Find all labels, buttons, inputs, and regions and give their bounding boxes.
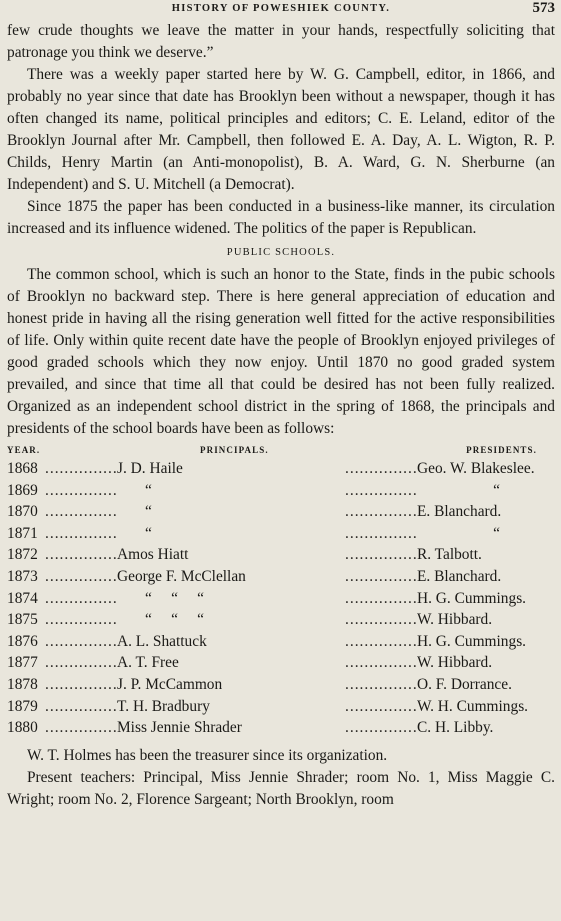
year-cell: 1874 <box>7 589 38 607</box>
leader-dots <box>45 544 117 566</box>
paragraph-treasurer: W. T. Holmes has been the treasurer since its organization. <box>27 746 388 764</box>
president-cell: E. Blanchard. <box>417 567 502 585</box>
leader-dots <box>345 674 417 696</box>
principal-cell: Amos Hiatt <box>117 546 189 564</box>
leader-dots <box>345 609 417 631</box>
table-row <box>7 458 555 480</box>
paragraph-public-schools: The common school, which is such an honor to the State, finds in the pubic schools of Brooklyn no backward step. There is here general appreciation of education and honest pride in having all the rising generation well fitted for the active responsibilities of life. Only within quite recent date have the people of Brooklyn enjoyed privileges of good graded schools which they now enjoy. Until 1870 no good graded system prevailed, and since that time all that could be desired has not been fully realized. Organized as an independent school district in the spring of 1868, the principals and presidents of the school boards have been as follows: <box>7 266 555 437</box>
year-cell: 1872 <box>7 546 38 564</box>
president-cell: W. H. Cummings. <box>417 697 529 715</box>
header-presidents: PRESIDENTS. <box>466 445 537 455</box>
page-number: 573 <box>532 0 555 16</box>
leader-dots <box>345 501 417 523</box>
principal-cell: A. T. Free <box>117 654 179 672</box>
header-year: YEAR. <box>7 445 41 455</box>
year-cell: 1879 <box>7 697 38 715</box>
leader-dots <box>345 566 417 588</box>
table-row <box>7 588 555 610</box>
paragraph-teachers: Present teachers: Principal, Miss Jennie Shrader; room No. 1, Miss Maggie C. Wright; room No. 2, Florence Sargeant; North Brooklyn, room <box>7 768 555 808</box>
table-row <box>7 501 555 523</box>
president-cell: W. Hibbard. <box>417 654 493 672</box>
principal-cell: “ <box>145 503 152 521</box>
principal-cell: George F. McClellan <box>117 567 246 585</box>
table-row <box>7 566 555 588</box>
year-cell: 1868 <box>7 460 38 477</box>
president-cell: “ <box>493 481 500 499</box>
leader-dots <box>345 458 417 480</box>
table-row <box>7 674 555 696</box>
table-row <box>7 652 555 674</box>
leader-dots <box>345 652 417 674</box>
leader-dots <box>345 480 417 502</box>
president-cell: E. Blanchard. <box>417 503 502 521</box>
section-heading: PUBLIC SCHOOLS. <box>226 247 336 258</box>
paragraph-since-1875: Since 1875 the paper has been conducted in a business-like manner, its circulation increased and its influence widened. The politics of the paper is Republican. <box>7 198 555 237</box>
year-cell: 1871 <box>7 524 38 542</box>
principal-cell: “ <box>145 481 152 499</box>
president-cell: W. Hibbard. <box>417 611 493 629</box>
leader-dots <box>45 588 117 610</box>
president-cell: O. F. Dorrance. <box>417 675 512 693</box>
leader-dots <box>45 566 117 588</box>
leader-dots <box>45 652 117 674</box>
principal-cell: A. L. Shattuck <box>117 632 207 650</box>
president-cell: Geo. W. Blakeslee. <box>417 460 535 477</box>
paragraph-continuation: few crude thoughts we leave the matter in your hands, respectfully soliciting that patronage you think we deserve.” <box>7 22 555 61</box>
leader-dots <box>345 544 417 566</box>
leader-dots <box>45 480 117 502</box>
leader-dots <box>45 458 117 480</box>
year-cell: 1870 <box>7 503 38 521</box>
table-row <box>7 609 555 631</box>
leader-dots <box>45 696 117 718</box>
year-cell: 1873 <box>7 567 38 585</box>
leader-dots <box>345 631 417 653</box>
president-cell: “ <box>493 524 500 542</box>
leader-dots <box>45 609 117 631</box>
principal-cell: J. P. McCammon <box>117 675 223 693</box>
leader-dots <box>345 588 417 610</box>
year-cell: 1876 <box>7 632 38 650</box>
table-header <box>7 442 555 458</box>
principals-presidents-table <box>7 442 555 739</box>
page-header <box>7 0 555 20</box>
president-cell: R. Talbott. <box>417 546 482 564</box>
year-cell: 1869 <box>7 481 38 499</box>
paragraph-weekly-paper: There was a weekly paper started here by W. G. Campbell, editor, in 1866, and probably no year since that date has Brooklyn been without a newspaper, though it has often changed its name, political principles and editors; C. E. Leland, editor of the Brooklyn Journal after Mr. Campbell, then followed E. A. Day, A. L. Wigton, R. P. Childs, Henry Martin (an Anti-monopolist), B. A. Ward, G. N. Sherburne (an Independent) and S. U. Mitchell (a Democrat). <box>7 66 555 193</box>
leader-dots <box>45 717 117 739</box>
principal-cell: “ “ “ <box>145 611 204 629</box>
header-principals: PRINCIPALS. <box>200 445 269 455</box>
table-row <box>7 696 555 718</box>
leader-dots <box>345 717 417 739</box>
table-row <box>7 717 555 739</box>
leader-dots <box>45 631 117 653</box>
running-head: HISTORY OF POWESHIEK COUNTY. <box>171 3 391 14</box>
year-cell: 1880 <box>7 719 38 737</box>
leader-dots <box>45 674 117 696</box>
table-body <box>7 458 555 739</box>
president-cell: H. G. Cummings. <box>417 589 527 607</box>
leader-dots <box>345 523 417 545</box>
leader-dots <box>45 523 117 545</box>
year-cell: 1877 <box>7 654 38 672</box>
principal-cell: T. H. Bradbury <box>117 697 210 715</box>
table-row <box>7 544 555 566</box>
leader-dots <box>45 501 117 523</box>
principal-cell: Miss Jennie Shrader <box>117 719 242 737</box>
president-cell: C. H. Libby. <box>417 719 494 737</box>
table-row <box>7 480 555 502</box>
year-cell: 1878 <box>7 675 38 693</box>
leader-dots <box>345 696 417 718</box>
president-cell: H. G. Cummings. <box>417 632 527 650</box>
table-row <box>7 523 555 545</box>
principal-cell: “ <box>145 524 152 542</box>
table-row <box>7 631 555 653</box>
year-cell: 1875 <box>7 611 38 629</box>
principal-cell: “ “ “ <box>145 589 204 607</box>
principal-cell: J. D. Haile <box>117 460 183 477</box>
